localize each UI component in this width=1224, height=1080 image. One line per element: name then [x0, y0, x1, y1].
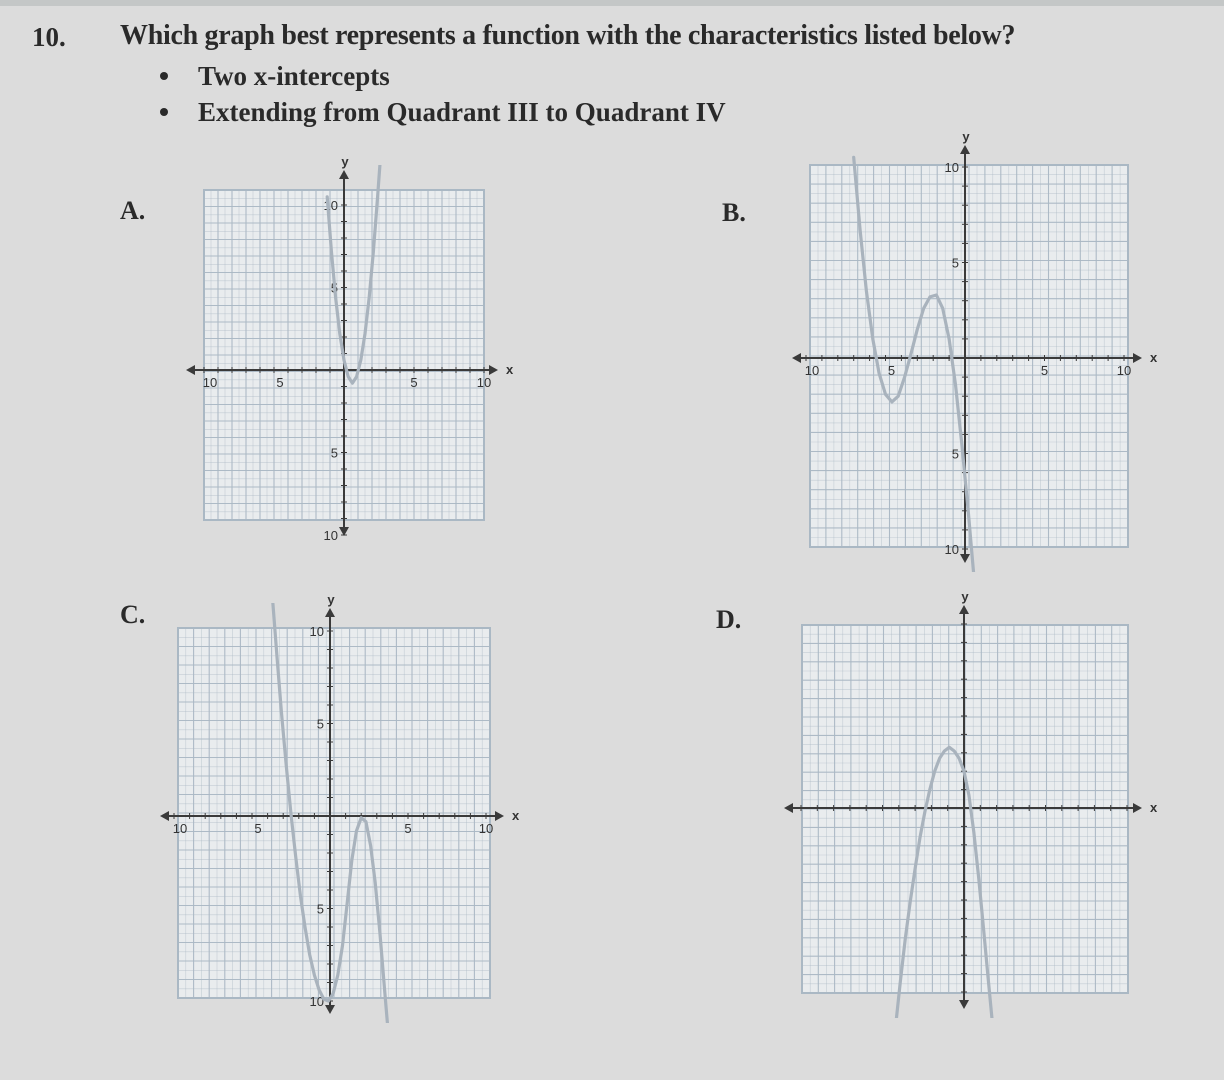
y-tick-label: 10	[309, 994, 324, 1009]
y-axis-arrow-up-icon	[959, 605, 969, 614]
x-axis-label: x	[1150, 800, 1158, 815]
x-tick-label: 10	[476, 375, 492, 390]
x-tick-label: 10	[172, 821, 188, 836]
x-axis-label: x	[1150, 350, 1158, 365]
question-number: 10.	[32, 22, 66, 52]
y-axis-label: y	[327, 592, 335, 607]
x-axis-arrow-left-icon	[784, 803, 793, 813]
x-axis-arrow-right-icon	[489, 365, 498, 375]
y-tick-label: 5	[951, 446, 959, 462]
option-c-label[interactable]: C.	[120, 600, 146, 629]
y-axis-arrow-up-icon	[960, 145, 970, 154]
y-axis-label: y	[961, 589, 969, 604]
x-axis-arrow-right-icon	[495, 811, 504, 821]
y-tick-label: 5	[316, 716, 324, 732]
x-tick-label: 5	[404, 821, 412, 836]
option-b-label[interactable]: B.	[722, 198, 746, 227]
y-tick-label: 10	[944, 542, 959, 557]
characteristic-item	[160, 58, 726, 94]
x-tick-label: 5	[1040, 363, 1049, 378]
bullet-icon	[160, 108, 168, 116]
y-tick-label: 5	[316, 901, 324, 917]
characteristic-text: Two x-intercepts	[198, 61, 390, 91]
y-axis-label: y	[962, 129, 970, 144]
x-axis-arrow-left-icon	[186, 365, 195, 375]
x-axis-arrow-left-icon	[160, 811, 169, 821]
graph-option-c[interactable]	[172, 592, 520, 1009]
question-text: Which graph best represents a function with the characteristics listed below?	[120, 20, 1016, 51]
x-tick-label: 5	[276, 375, 284, 390]
characteristic-item	[160, 94, 726, 130]
y-tick-label: 10	[323, 198, 338, 213]
y-tick-label: 10	[309, 624, 324, 639]
y-axis-arrow-up-icon	[325, 608, 335, 617]
y-axis-arrow-down-icon	[959, 1000, 969, 1009]
x-axis-label: x	[512, 808, 520, 823]
y-axis-arrow-down-icon	[960, 554, 970, 563]
characteristic-text: Extending from Quadrant III to Quadrant IV	[198, 97, 726, 127]
characteristics-list	[160, 58, 726, 130]
y-tick-label: 5	[330, 280, 338, 296]
bullet-icon	[160, 72, 168, 80]
option-d-label[interactable]: D.	[716, 605, 742, 634]
x-tick-label: 5	[410, 375, 418, 390]
x-axis-label: x	[506, 362, 514, 377]
top-edge-strip	[0, 0, 1224, 6]
y-tick-label: 10	[944, 160, 959, 175]
x-tick-label: 10	[202, 375, 218, 390]
y-tick-label: 10	[323, 528, 338, 543]
x-tick-label: 10	[478, 821, 494, 836]
x-tick-label: 10	[804, 363, 820, 378]
y-axis-arrow-up-icon	[339, 170, 349, 179]
x-tick-label: 10	[1116, 363, 1132, 378]
x-axis-arrow-right-icon	[1133, 803, 1142, 813]
y-tick-label: 5	[330, 445, 338, 461]
y-axis-arrow-down-icon	[325, 1005, 335, 1014]
x-tick-label: 5	[254, 821, 262, 836]
x-axis-arrow-left-icon	[792, 353, 801, 363]
option-a-label[interactable]: A.	[120, 196, 146, 225]
y-axis-label: y	[341, 154, 349, 169]
graph-option-d[interactable]	[802, 589, 1158, 993]
graph-option-a[interactable]	[202, 154, 514, 543]
x-tick-label: 5	[887, 363, 896, 378]
graph-option-b[interactable]	[804, 129, 1158, 557]
x-axis-arrow-right-icon	[1133, 353, 1142, 363]
y-tick-label: 5	[951, 255, 959, 271]
